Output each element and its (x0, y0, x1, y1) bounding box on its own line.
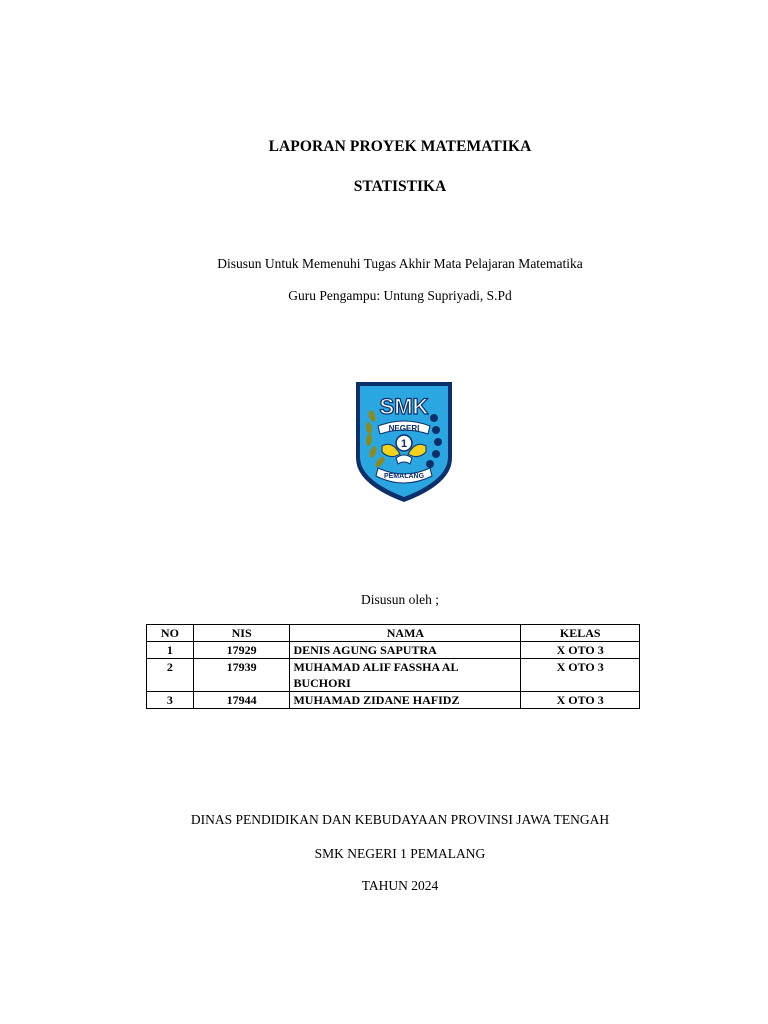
cell-nis: 17944 (193, 692, 290, 709)
teacher-name: Guru Pengampu: Untung Supriyadi, S.Pd (288, 288, 512, 303)
table-row (147, 642, 640, 659)
agency-name: DINAS PENDIDIKAN DAN KEBUDAYAAN PROVINSI JAWA TENGAH (190, 812, 610, 827)
report-subtitle: STATISTIKA (353, 178, 447, 195)
school-name: SMK NEGERI 1 PEMALANG (314, 846, 486, 861)
cell-nis: 17939 (193, 659, 290, 692)
cell-no: 2 (147, 659, 194, 692)
emblem-negeri-text: NEGERI (388, 424, 420, 433)
emblem-smk-text: SMK (379, 394, 429, 419)
cell-kelas: X OTO 3 (521, 659, 640, 692)
header-nama: NAMA (290, 625, 521, 642)
cell-nama: MUHAMAD ALIF FASSHA AL BUCHORI (290, 659, 521, 692)
compiled-by-label: Disusun oleh ; (360, 592, 439, 607)
report-purpose: Disusun Untuk Memenuhi Tugas Akhir Mata Pelajaran Matematika (217, 256, 583, 271)
cell-kelas: X OTO 3 (521, 642, 640, 659)
table-header-row (147, 625, 640, 642)
header-nis: NIS (193, 625, 290, 642)
cell-no: 3 (147, 692, 194, 709)
header-kelas: KELAS (521, 625, 640, 642)
emblem-number-text: 1 (400, 438, 408, 450)
emblem-pemalang-text: PEMALANG (383, 473, 425, 480)
table-row (147, 659, 640, 692)
cell-nama: DENIS AGUNG SAPUTRA (290, 642, 521, 659)
header-no: NO (147, 625, 194, 642)
school-emblem-icon (352, 380, 456, 504)
report-title: LAPORAN PROYEK MATEMATIKA (268, 138, 532, 155)
members-table (146, 624, 640, 709)
cell-nama: MUHAMAD ZIDANE HAFIDZ (290, 692, 521, 709)
cell-no: 1 (147, 642, 194, 659)
report-year: TAHUN 2024 (361, 878, 439, 893)
cell-kelas: X OTO 3 (521, 692, 640, 709)
cell-nis: 17929 (193, 642, 290, 659)
table-row (147, 692, 640, 709)
